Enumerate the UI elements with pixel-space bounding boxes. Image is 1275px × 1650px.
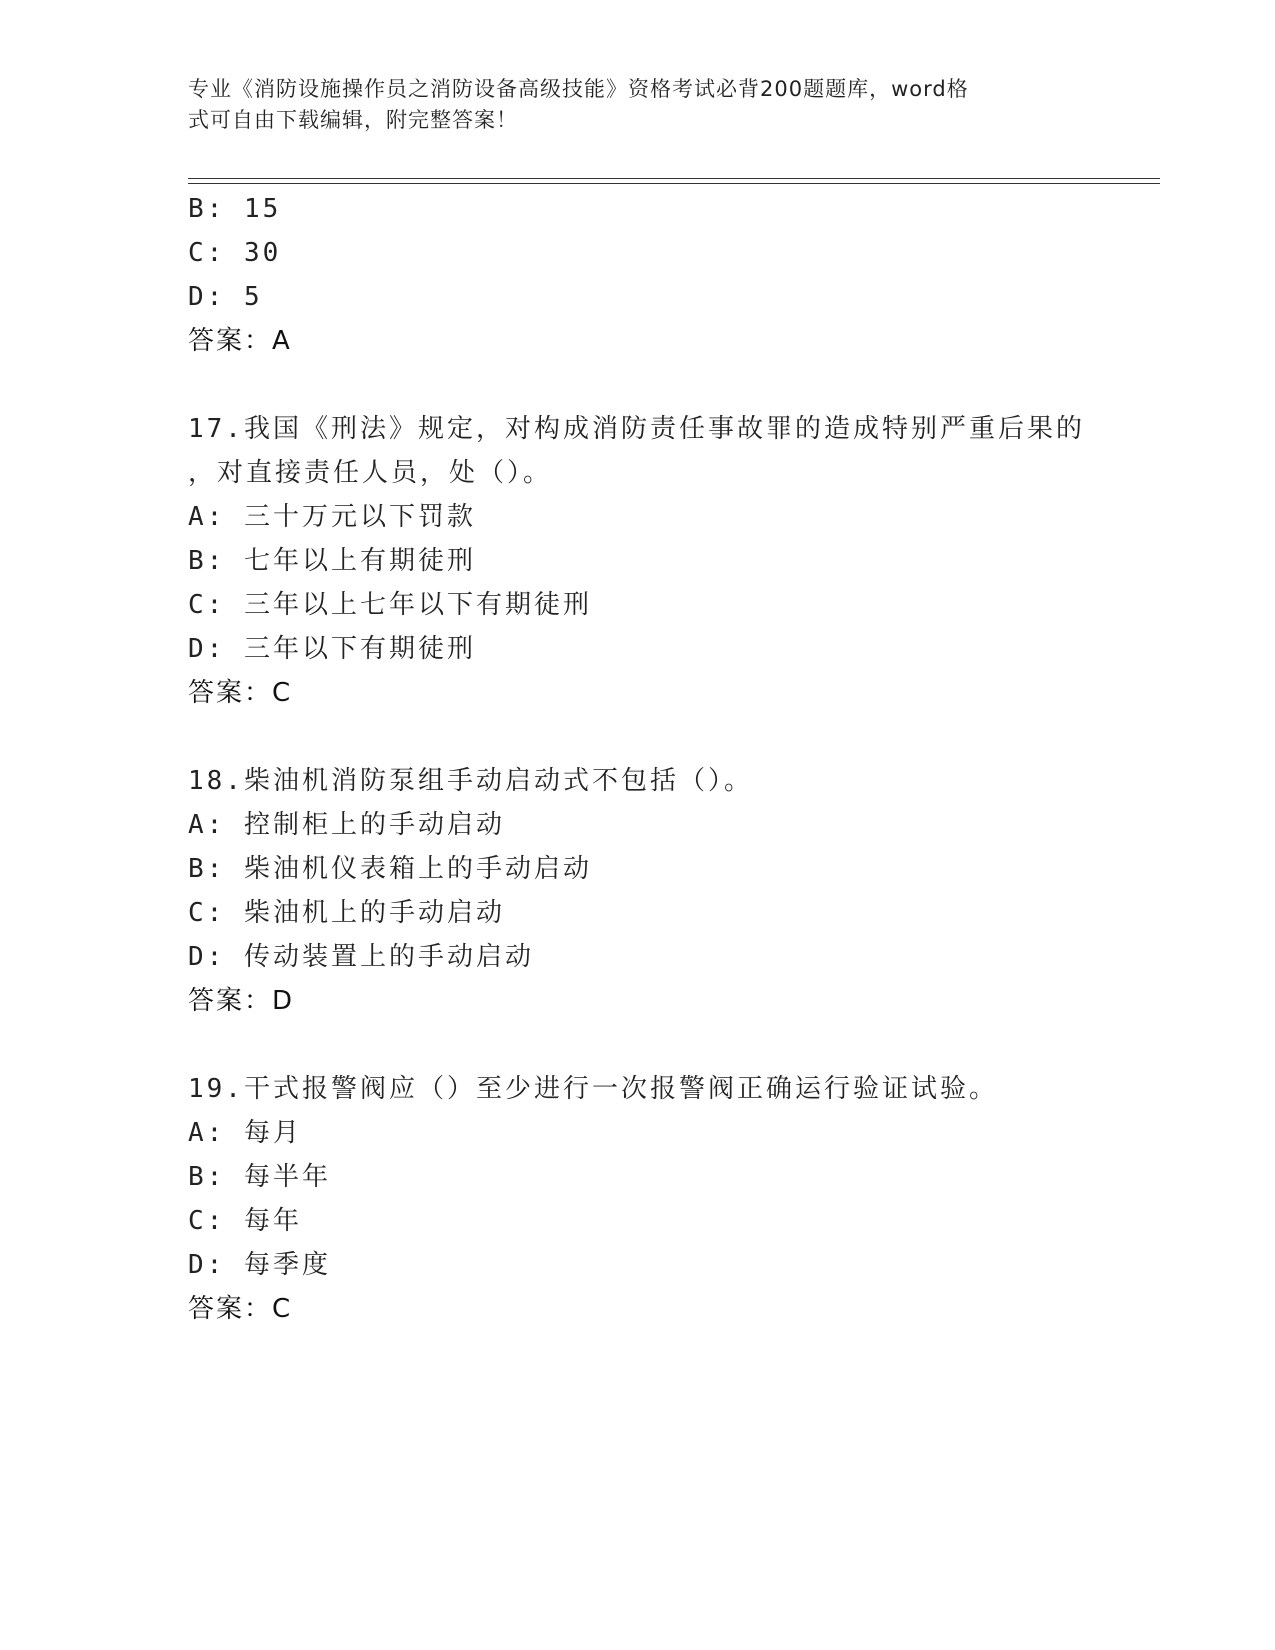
q17-stem-line2: ，对直接责任人员，处（）。 [188,458,553,488]
q17-stem-line1: 17.我国《刑法》规定，对构成消防责任事故罪的造成特别严重后果的 [188,414,1085,444]
prev-option-d: D: 5 [188,282,263,312]
q17-option-b: B: 七年以上有期徒刑 [188,546,476,576]
q18-answer: 答案：D [188,986,295,1016]
q18-option-d: D: 传动装置上的手动启动 [188,942,534,972]
q17-option-c: C: 三年以上七年以下有期徒刑 [188,590,592,620]
q18-stem: 18.柴油机消防泵组手动启动式不包括（）。 [188,766,753,796]
prev-answer: 答案：A [188,326,292,356]
q19-answer: 答案：C [188,1294,293,1324]
prev-option-c: C: 30 [188,238,282,268]
header-divider-bottom [188,183,1160,184]
q19-option-c: C: 每年 [188,1206,302,1236]
header-line-2: 式可自由下载编辑，附完整答案！ [188,108,518,132]
q18-option-a: A: 控制柜上的手动启动 [188,810,505,840]
q17-answer: 答案：C [188,678,293,708]
q19-option-d: D: 每季度 [188,1250,331,1280]
prev-option-b: B: 15 [188,194,282,224]
header-divider-top [188,178,1160,179]
q17-option-d: D: 三年以下有期徒刑 [188,634,476,664]
q19-option-a: A: 每月 [188,1118,302,1148]
header-line-1: 专业《消防设施操作员之消防设备高级技能》资格考试必背200题题库，word格 [188,77,969,101]
document-header [188,74,1068,136]
q19-stem: 19.干式报警阀应（）至少进行一次报警阀正确运行验证试验。 [188,1074,998,1104]
q18-option-c: C: 柴油机上的手动启动 [188,898,505,928]
q18-option-b: B: 柴油机仪表箱上的手动启动 [188,854,592,884]
q17-option-a: A: 三十万元以下罚款 [188,502,476,532]
q19-option-b: B: 每半年 [188,1162,331,1192]
